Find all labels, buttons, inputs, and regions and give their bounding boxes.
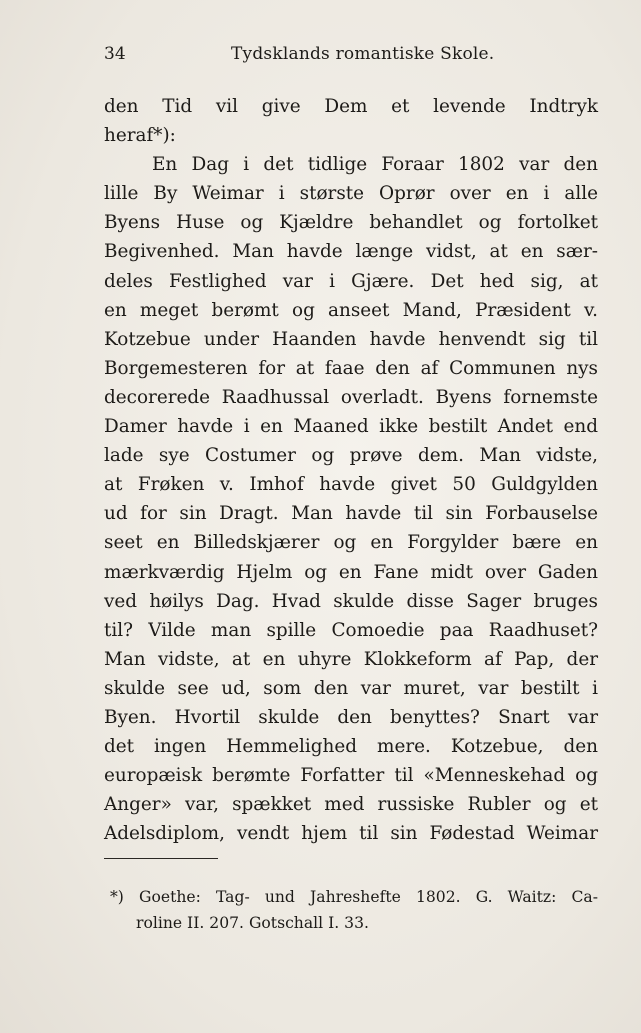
text-line: Anger» var, spækket med russiske Rubler og et xyxy=(104,794,598,816)
text-line: Damer havde i en Maaned ikke bestilt Andet end xyxy=(104,416,598,438)
text-line: til? Vilde man spille Comoedie paa Raadhuset? xyxy=(104,619,598,641)
text-line: lade sye Costumer og prøve dem. Man vidste, xyxy=(104,445,598,467)
text-line: Kotzebue under Haanden havde henvendt sig til xyxy=(104,328,598,350)
running-header xyxy=(104,44,598,70)
text-line: Begivenhed. Man havde længe vidst, at en sær- xyxy=(104,241,598,263)
text-line: at Frøken v. Imhof havde givet 50 Guldgylden xyxy=(104,474,598,496)
text-line: deles Festlighed var i Gjære. Det hed sig, at xyxy=(104,270,598,292)
text-line: mærkværdig Hjelm og en Fane midt over Gaden xyxy=(104,561,598,583)
body-text xyxy=(104,92,598,848)
footnote xyxy=(104,884,598,936)
footnote-rule xyxy=(104,858,218,859)
text-line: Borgemesteren for at faae den af Communen nys xyxy=(104,357,598,379)
page-number: 34 xyxy=(104,44,126,64)
text-line: skulde see ud, som den var muret, var bestilt i xyxy=(104,677,598,699)
text-line: en meget berømt og anseet Mand, Præsident v. xyxy=(104,299,598,321)
text-line: ved høilys Dag. Hvad skulde disse Sager bruges xyxy=(104,590,598,612)
text-line: Byens Huse og Kjældre behandlet og fortolket xyxy=(104,212,598,234)
text-line: seet en Billedskjærer og en Forgylder bære en xyxy=(104,532,598,554)
text-line: heraf*): xyxy=(104,125,176,147)
text-line: decorerede Raadhussal overladt. Byens fornemste xyxy=(104,386,598,408)
footnote-line: roline II. 207. Gotschall I. 33. xyxy=(136,914,369,932)
text-line: europæisk berømte Forfatter til «Menneskehad og xyxy=(104,765,598,787)
text-line: Byen. Hvortil skulde den benyttes? Snart var xyxy=(104,706,598,728)
running-title: Tydsklands romantiske Skole. xyxy=(231,44,495,64)
text-line: En Dag i det tidlige Foraar 1802 var den xyxy=(152,154,598,176)
text-line: Man vidste, at en uhyre Klokkeform af Pap, der xyxy=(104,648,598,670)
footnote-line: *) Goethe: Tag- und Jahreshefte 1802. G. Waitz: Ca- xyxy=(110,888,598,906)
text-line: ud for sin Dragt. Man havde til sin Forbauselse xyxy=(104,503,598,525)
text-line: lille By Weimar i største Oprør over en i alle xyxy=(104,183,598,205)
text-line: Adelsdiplom, vendt hjem til sin Fødestad Weimar xyxy=(104,823,598,845)
text-line: det ingen Hemmelighed mere. Kotzebue, den xyxy=(104,736,598,758)
text-line: den Tid vil give Dem et levende Indtryk xyxy=(104,96,598,117)
